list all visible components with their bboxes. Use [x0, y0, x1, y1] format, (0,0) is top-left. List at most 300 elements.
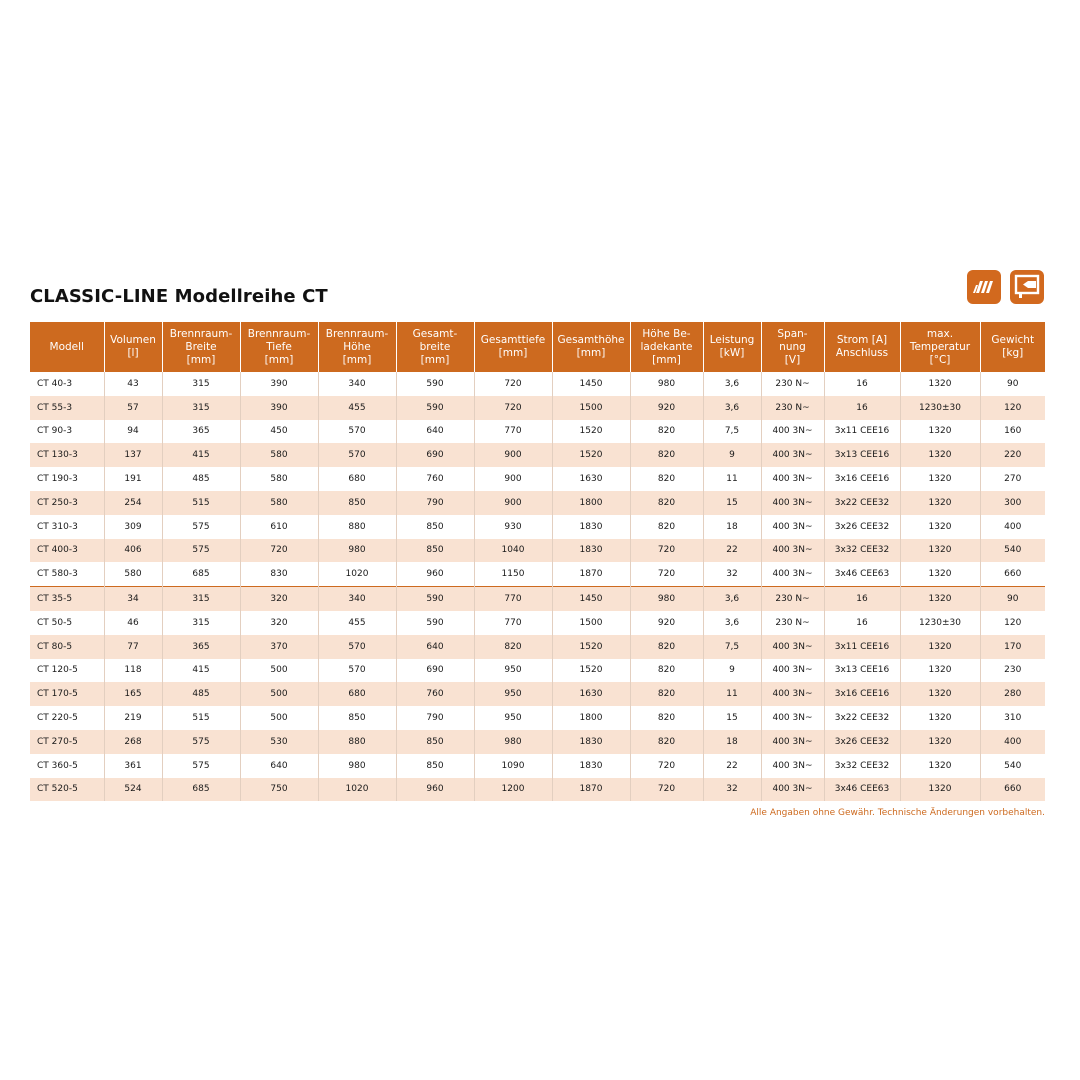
- table-cell: 43: [104, 372, 162, 396]
- table-cell: 900: [474, 491, 552, 515]
- table-cell: 390: [240, 372, 318, 396]
- table-cell: 570: [318, 635, 396, 659]
- table-cell: 3,6: [703, 587, 761, 611]
- table-cell: 3x13 CEE16: [824, 443, 900, 467]
- table-cell: 365: [162, 420, 240, 444]
- table-cell: 1320: [900, 539, 980, 563]
- table-cell: 3x13 CEE16: [824, 659, 900, 683]
- table-cell: 850: [396, 539, 474, 563]
- column-header: [552, 322, 630, 372]
- model-name-cell: CT 580-3: [30, 562, 104, 586]
- model-name-cell: CT 220-5: [30, 706, 104, 730]
- table-cell: 1500: [552, 611, 630, 635]
- column-header-line: [mm]: [498, 347, 528, 359]
- table-cell: 575: [162, 754, 240, 778]
- table-cell: 960: [396, 778, 474, 802]
- column-header-line: [mm]: [264, 353, 294, 366]
- table-cell: 1870: [552, 562, 630, 586]
- table-cell: 820: [630, 491, 703, 515]
- table-cell: 850: [396, 754, 474, 778]
- table-cell: 580: [240, 467, 318, 491]
- column-header: [162, 322, 240, 372]
- table-cell: 820: [474, 635, 552, 659]
- table-cell: 570: [318, 443, 396, 467]
- table-row: [30, 539, 1045, 563]
- column-header-line: Gesamttiefe: [480, 334, 546, 346]
- table-cell: 230 N~: [761, 611, 824, 635]
- column-header-line: Strom [A]: [836, 334, 888, 346]
- table-cell: 720: [240, 539, 318, 563]
- column-header: [240, 322, 318, 372]
- column-header-line: [mm]: [576, 347, 606, 359]
- model-name-cell: CT 170-5: [30, 682, 104, 706]
- table-cell: 850: [318, 706, 396, 730]
- table-cell: 820: [630, 515, 703, 539]
- table-cell: 400 3N~: [761, 659, 824, 683]
- table-cell: 120: [1004, 617, 1022, 628]
- table-cell: 15: [703, 491, 761, 515]
- column-header-line: Brennraum-: [169, 327, 233, 340]
- column-header-line: [kW]: [719, 347, 745, 359]
- table-cell: 1150: [474, 562, 552, 586]
- table-cell: 770: [474, 587, 552, 611]
- table-cell: 770: [474, 611, 552, 635]
- table-cell: 820: [630, 420, 703, 444]
- table-cell: 9: [703, 659, 761, 683]
- table-cell: 1230±30: [900, 611, 980, 635]
- table-cell: 980: [318, 539, 396, 563]
- table-cell: 980: [630, 587, 703, 611]
- table-cell: 590: [396, 611, 474, 635]
- table-cell: 820: [630, 635, 703, 659]
- table-cell: 1830: [552, 730, 630, 754]
- table-cell: 254: [104, 491, 162, 515]
- heating-elements-icon: [967, 270, 1001, 304]
- column-header-line: [mm]: [652, 353, 681, 366]
- table-cell: 640: [396, 635, 474, 659]
- column-header-line: Gesamt-: [412, 327, 458, 340]
- table-cell: 570: [318, 659, 396, 683]
- table-cell: 3x11 CEE16: [824, 635, 900, 659]
- model-name-cell: CT 90-3: [30, 420, 104, 444]
- table-row: [30, 562, 1045, 586]
- table-cell: 1320: [900, 635, 980, 659]
- table-cell: 1320: [900, 515, 980, 539]
- model-table-container: [30, 322, 1045, 801]
- table-cell: 415: [162, 659, 240, 683]
- table-cell: 1320: [900, 682, 980, 706]
- table-cell: 320: [240, 611, 318, 635]
- table-cell: 580: [240, 491, 318, 515]
- column-header-line: Gewicht: [991, 334, 1035, 346]
- table-row: [30, 587, 1045, 611]
- table-cell: 640: [240, 754, 318, 778]
- table-body: [30, 372, 1045, 801]
- table-cell: 1500: [552, 396, 630, 420]
- table-cell: 361: [104, 754, 162, 778]
- model-name-cell: CT 50-5: [30, 611, 104, 635]
- table-cell: 485: [162, 467, 240, 491]
- column-header-line: ladekante: [640, 340, 693, 353]
- model-name-cell: CT 250-3: [30, 491, 104, 515]
- table-cell: 118: [104, 659, 162, 683]
- model-name-cell: CT 40-3: [30, 372, 104, 396]
- column-header-line: [mm]: [186, 353, 216, 366]
- table-cell: 820: [630, 706, 703, 730]
- table-cell: 3x46 CEE63: [824, 562, 900, 586]
- table-cell: 230 N~: [761, 587, 824, 611]
- table-row: [30, 467, 1045, 491]
- table-cell: 660: [980, 778, 1045, 802]
- table-cell: 960: [396, 562, 474, 586]
- table-cell: 575: [162, 515, 240, 539]
- column-header-line: Breite: [185, 340, 217, 353]
- table-cell: 1320: [900, 587, 980, 611]
- column-header: [630, 322, 703, 372]
- table-cell: 1020: [318, 778, 396, 802]
- column-header: [318, 322, 396, 372]
- table-row: [30, 682, 1045, 706]
- column-header-line: [kg]: [1002, 347, 1024, 359]
- model-name-cell: CT 270-5: [30, 730, 104, 754]
- table-cell: 880: [318, 730, 396, 754]
- table-row: [30, 443, 1045, 467]
- table-cell: 3,6: [703, 372, 761, 396]
- table-row: [30, 659, 1045, 683]
- table-cell: 720: [474, 372, 552, 396]
- column-header-line: [°C]: [929, 353, 951, 366]
- table-cell: 32: [703, 562, 761, 586]
- column-header-line: [l]: [127, 347, 139, 359]
- table-cell: 515: [162, 706, 240, 730]
- table-cell: 680: [318, 682, 396, 706]
- model-name-cell: CT 310-3: [30, 515, 104, 539]
- column-header-line: Höhe: [343, 340, 371, 353]
- table-cell: 450: [240, 420, 318, 444]
- table-cell: 3x16 CEE16: [824, 682, 900, 706]
- table-cell: 3x26 CEE32: [824, 515, 900, 539]
- column-header-line: breite: [419, 340, 451, 353]
- table-cell: 590: [396, 396, 474, 420]
- column-header-line: Tiefe: [266, 340, 292, 353]
- table-cell: 160: [1004, 426, 1022, 437]
- table-cell: 220: [980, 443, 1045, 467]
- table-cell: 1320: [900, 372, 980, 396]
- table-cell: 16: [824, 611, 900, 635]
- table-cell: 3x11 CEE16: [824, 420, 900, 444]
- table-cell: 1800: [552, 491, 630, 515]
- table-cell: 790: [396, 491, 474, 515]
- table-cell: 575: [162, 730, 240, 754]
- table-cell: 400 3N~: [761, 443, 824, 467]
- table-cell: 340: [318, 587, 396, 611]
- table-cell: 400 3N~: [761, 467, 824, 491]
- table-cell: 660: [1004, 569, 1022, 580]
- column-header-line: max.: [926, 327, 954, 340]
- table-cell: 365: [162, 635, 240, 659]
- table-header-row: [30, 322, 1045, 372]
- model-name-cell: CT 120-5: [30, 659, 104, 683]
- model-name-cell: CT 130-3: [30, 443, 104, 467]
- table-cell: 16: [824, 587, 900, 611]
- table-cell: 1450: [552, 587, 630, 611]
- table-cell: 820: [630, 682, 703, 706]
- table-cell: 3x32 CEE32: [824, 754, 900, 778]
- table-cell: 77: [104, 635, 162, 659]
- table-cell: 524: [104, 778, 162, 802]
- column-header-line: Brennraum-: [325, 327, 389, 340]
- column-header-line: [mm]: [342, 353, 372, 366]
- table-cell: 485: [162, 682, 240, 706]
- table-cell: 1630: [552, 682, 630, 706]
- table-cell: 770: [474, 420, 552, 444]
- model-table: [30, 322, 1045, 801]
- table-cell: 590: [396, 372, 474, 396]
- table-cell: 315: [162, 396, 240, 420]
- column-header-line: Brennraum-: [247, 327, 311, 340]
- table-cell: 880: [318, 515, 396, 539]
- table-row: [30, 420, 1045, 444]
- table-cell: 1320: [900, 491, 980, 515]
- model-name-cell: CT 80-5: [30, 635, 104, 659]
- table-cell: 1630: [552, 467, 630, 491]
- table-cell: 400 3N~: [761, 539, 824, 563]
- table-cell: 610: [240, 515, 318, 539]
- table-cell: 46: [104, 611, 162, 635]
- table-cell: 760: [396, 467, 474, 491]
- table-cell: 310: [1004, 713, 1022, 724]
- table-cell: 400 3N~: [761, 754, 824, 778]
- table-cell: 580: [104, 562, 162, 586]
- table-cell: 850: [318, 491, 396, 515]
- table-cell: 3x22 CEE32: [824, 706, 900, 730]
- table-cell: 18: [703, 730, 761, 754]
- table-cell: 400 3N~: [761, 635, 824, 659]
- table-cell: 575: [162, 539, 240, 563]
- table-cell: 950: [474, 659, 552, 683]
- table-cell: 1040: [474, 539, 552, 563]
- table-cell: 1320: [900, 778, 980, 802]
- table-cell: 930: [474, 515, 552, 539]
- column-header-line: Modell: [49, 340, 84, 353]
- table-cell: 320: [240, 587, 318, 611]
- table-cell: 219: [104, 706, 162, 730]
- table-cell: 230 N~: [761, 396, 824, 420]
- column-header: [703, 322, 761, 372]
- column-header: [980, 322, 1045, 372]
- table-cell: 900: [474, 443, 552, 467]
- table-cell: 18: [703, 515, 761, 539]
- table-cell: 400 3N~: [761, 778, 824, 802]
- table-row: [30, 515, 1045, 539]
- table-cell: 94: [104, 420, 162, 444]
- table-cell: 455: [318, 611, 396, 635]
- table-cell: 690: [396, 443, 474, 467]
- table-cell: 1320: [900, 562, 980, 586]
- table-cell: 400 3N~: [761, 682, 824, 706]
- table-cell: 980: [318, 754, 396, 778]
- page-title: CLASSIC-LINE Modellreihe CT: [30, 286, 328, 307]
- table-row: [30, 706, 1045, 730]
- table-cell: 90: [980, 587, 1045, 611]
- model-name-cell: CT 55-3: [30, 396, 104, 420]
- model-name-cell: CT 360-5: [30, 754, 104, 778]
- table-cell: 950: [474, 706, 552, 730]
- column-header-line: Gesamthöhe: [557, 334, 625, 346]
- table-cell: 570: [318, 420, 396, 444]
- table-cell: 3x32 CEE32: [824, 539, 900, 563]
- table-cell: 1230±30: [900, 396, 980, 420]
- table-cell: 900: [474, 467, 552, 491]
- table-cell: 1320: [900, 443, 980, 467]
- table-cell: 980: [474, 730, 552, 754]
- table-cell: 1320: [900, 730, 980, 754]
- table-cell: 3,6: [703, 611, 761, 635]
- table-cell: 230 N~: [761, 372, 824, 396]
- table-cell: 165: [104, 682, 162, 706]
- table-cell: 640: [396, 420, 474, 444]
- table-cell: 16: [824, 372, 900, 396]
- table-cell: 720: [630, 539, 703, 563]
- table-cell: 7,5: [703, 635, 761, 659]
- table-cell: 980: [630, 372, 703, 396]
- table-cell: 22: [703, 754, 761, 778]
- table-cell: 1320: [900, 754, 980, 778]
- table-cell: 530: [240, 730, 318, 754]
- table-cell: 120: [980, 396, 1045, 420]
- table-cell: 690: [396, 659, 474, 683]
- column-header: [761, 322, 824, 372]
- table-cell: 34: [104, 587, 162, 611]
- table-cell: 3x22 CEE32: [824, 491, 900, 515]
- model-name-cell: CT 400-3: [30, 539, 104, 563]
- table-cell: 1200: [474, 778, 552, 802]
- table-cell: 1830: [552, 539, 630, 563]
- table-cell: 750: [240, 778, 318, 802]
- table-cell: 22: [703, 539, 761, 563]
- model-name-cell: CT 35-5: [30, 587, 104, 611]
- column-header: [900, 322, 980, 372]
- table-cell: 540: [980, 539, 1045, 563]
- table-cell: 1830: [552, 754, 630, 778]
- table-cell: 3x16 CEE16: [824, 467, 900, 491]
- column-header: [396, 322, 474, 372]
- table-cell: 680: [318, 467, 396, 491]
- table-cell: 1830: [552, 515, 630, 539]
- column-header-line: nung: [779, 340, 806, 353]
- table-cell: 1020: [318, 562, 396, 586]
- column-header-line: Anschluss: [835, 347, 889, 359]
- column-header-line: Temperatur: [909, 340, 971, 353]
- table-cell: 400 3N~: [761, 730, 824, 754]
- table-cell: 137: [104, 443, 162, 467]
- table-row: [30, 396, 1045, 420]
- table-cell: 390: [240, 396, 318, 420]
- column-header-line: Leistung: [709, 334, 755, 346]
- table-cell: 400 3N~: [761, 562, 824, 586]
- table-cell: 270: [1004, 474, 1022, 485]
- table-cell: 820: [630, 730, 703, 754]
- table-cell: 720: [630, 562, 703, 586]
- table-cell: 1800: [552, 706, 630, 730]
- table-cell: 820: [630, 659, 703, 683]
- column-header: [824, 322, 900, 372]
- table-cell: 400: [1004, 521, 1022, 532]
- table-row: [30, 372, 1045, 396]
- table-cell: 90: [1007, 378, 1019, 389]
- table-cell: 685: [162, 778, 240, 802]
- table-cell: 170: [980, 635, 1045, 659]
- table-cell: 1520: [552, 635, 630, 659]
- table-cell: 300: [980, 491, 1045, 515]
- table-cell: 830: [240, 562, 318, 586]
- table-cell: 415: [162, 443, 240, 467]
- table-cell: 3x46 CEE63: [824, 778, 900, 802]
- disclaimer-footnote: Alle Angaben ohne Gewähr. Technische Änderungen vorbehalten.: [750, 808, 1045, 818]
- table-cell: 790: [396, 706, 474, 730]
- table-cell: 720: [630, 754, 703, 778]
- table-cell: 16: [824, 396, 900, 420]
- table-cell: 315: [162, 372, 240, 396]
- table-cell: 920: [630, 396, 703, 420]
- table-cell: 500: [240, 682, 318, 706]
- column-header-line: [mm]: [420, 353, 450, 366]
- table-cell: 340: [318, 372, 396, 396]
- model-name-cell: CT 520-5: [30, 778, 104, 802]
- table-cell: 230: [1004, 665, 1022, 676]
- column-header-line: Höhe Be-: [642, 327, 691, 340]
- table-cell: 1520: [552, 443, 630, 467]
- column-header-line: Volumen: [110, 334, 156, 346]
- table-cell: 1520: [552, 420, 630, 444]
- table-cell: 820: [630, 443, 703, 467]
- table-row: [30, 778, 1045, 802]
- column-header: [30, 322, 104, 372]
- table-cell: 500: [240, 659, 318, 683]
- table-cell: 1320: [900, 467, 980, 491]
- table-cell: 406: [104, 539, 162, 563]
- table-cell: 455: [318, 396, 396, 420]
- table-cell: 500: [240, 706, 318, 730]
- table-cell: 950: [474, 682, 552, 706]
- table-cell: 1450: [552, 372, 630, 396]
- model-name-cell: CT 190-3: [30, 467, 104, 491]
- table-cell: 1090: [474, 754, 552, 778]
- table-row: [30, 635, 1045, 659]
- column-header-line: [V]: [784, 353, 801, 366]
- table-cell: 1520: [552, 659, 630, 683]
- table-cell: 820: [630, 467, 703, 491]
- table-cell: 9: [703, 443, 761, 467]
- table-cell: 1320: [900, 659, 980, 683]
- table-cell: 3x26 CEE32: [824, 730, 900, 754]
- table-cell: 268: [104, 730, 162, 754]
- table-row: [30, 754, 1045, 778]
- table-cell: 1320: [900, 420, 980, 444]
- table-cell: 760: [396, 682, 474, 706]
- table-cell: 400 3N~: [761, 420, 824, 444]
- table-cell: 920: [630, 611, 703, 635]
- table-row: [30, 730, 1045, 754]
- table-cell: 400: [980, 730, 1045, 754]
- table-cell: 32: [703, 778, 761, 802]
- table-cell: 1320: [900, 706, 980, 730]
- table-cell: 515: [162, 491, 240, 515]
- table-cell: 400 3N~: [761, 491, 824, 515]
- table-cell: 400 3N~: [761, 515, 824, 539]
- table-cell: 1870: [552, 778, 630, 802]
- table-cell: 280: [980, 682, 1045, 706]
